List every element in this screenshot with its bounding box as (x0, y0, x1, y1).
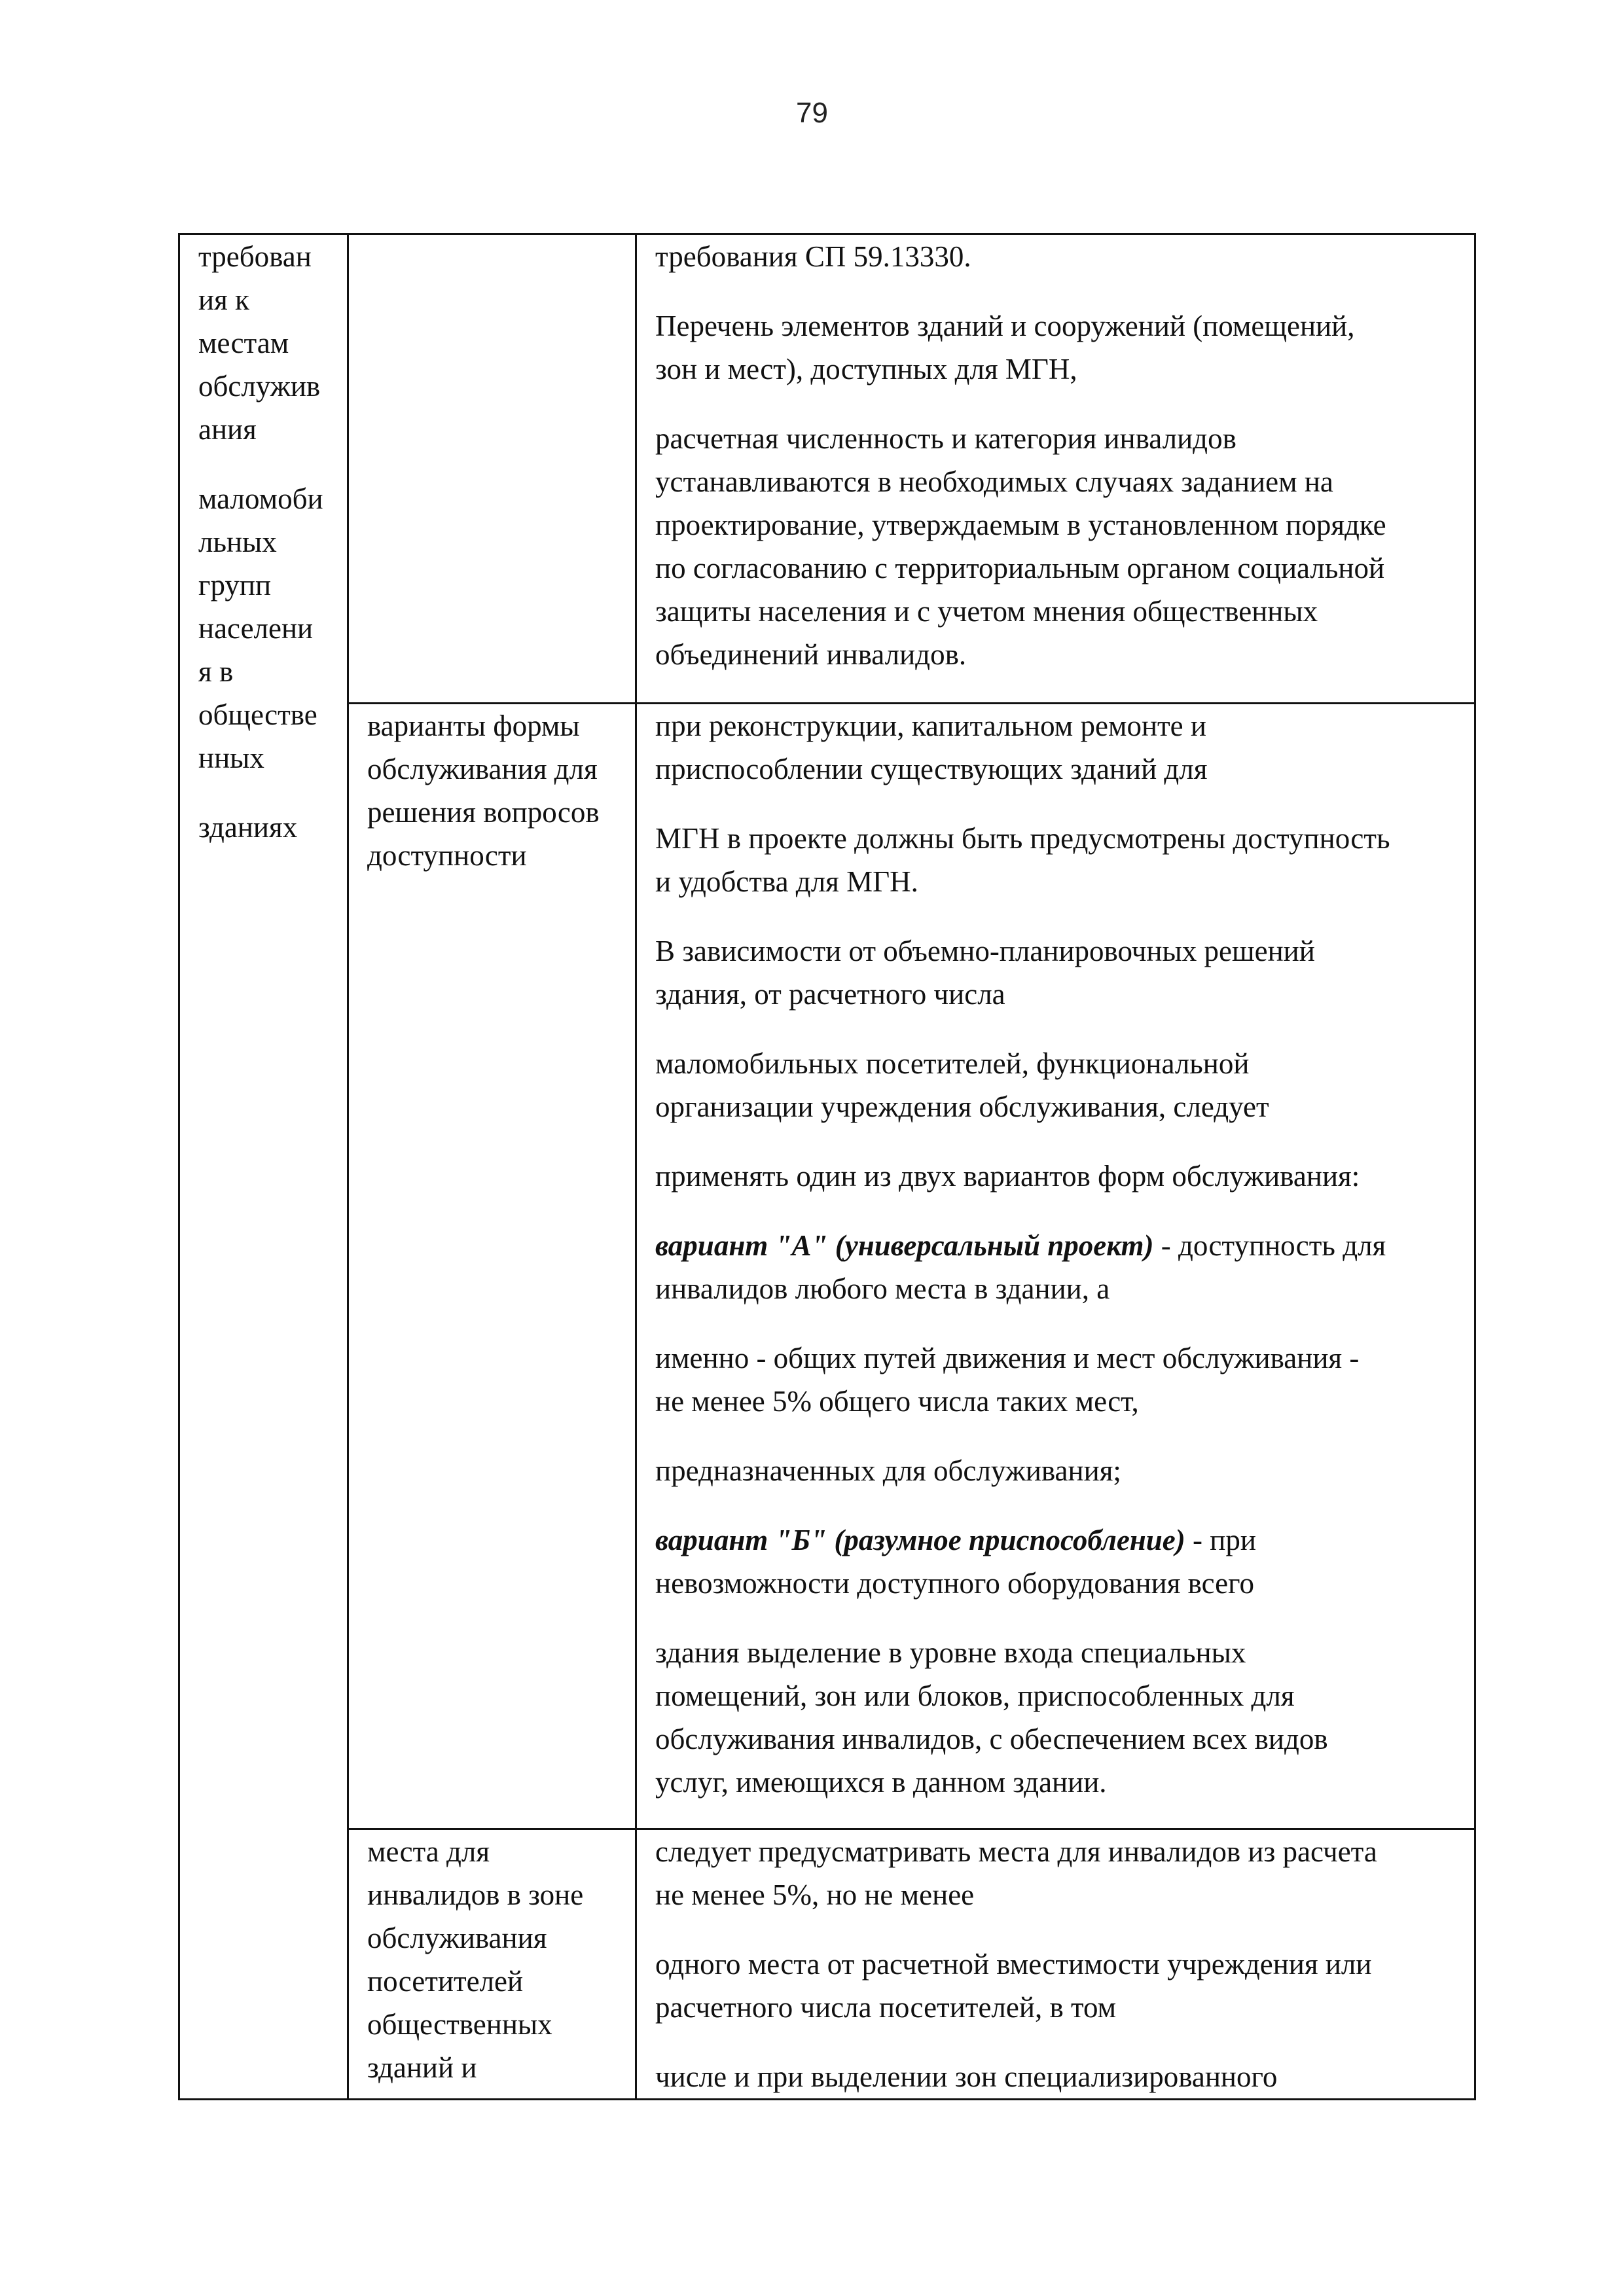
table-row (179, 704, 1475, 1829)
requirements-table (178, 233, 1476, 2100)
table-row (179, 234, 1475, 704)
paragraph: В зависимости от объемно-планировочных решений здания, от расчетного числа (655, 935, 1315, 1011)
paragraph: при реконструкции, капитальном ремонте и приспособлении существующих зданий для (655, 709, 1208, 785)
paragraph: МГН в проекте должны быть предусмотрены доступность и удобства для МГН. (655, 822, 1390, 898)
variant-a-title: вариант "А" (универсальный проект) (655, 1229, 1154, 1262)
paragraph: предназначенных для обслуживания; (655, 1454, 1121, 1487)
paragraph: требования СП 59.13330. (655, 240, 971, 273)
page-number: 79 (796, 97, 828, 129)
section-title-part2: маломоби льных групп населени я в обществе нных (198, 482, 323, 774)
section-title-cell (179, 234, 348, 2100)
paragraph: расчетная численность и категория инвалидов устанавливаются в необходимых случаях заданием на проектирование, утверждаемым в установленном порядке по согласованию с территориальным органом социальной защиты населения и с учетом мнения общественных объединений инвалидов. (655, 422, 1386, 671)
paragraph: числе и при выделении зон специализированного (655, 2060, 1278, 2093)
content-cell (636, 1829, 1475, 2100)
empty-label-cell (348, 234, 636, 704)
paragraph: одного места от расчетной вместимости учреждения или расчетного числа посетителей, в том (655, 1948, 1372, 2024)
paragraph: Перечень элементов зданий и сооружений (помещений, зон и мест), доступных для МГН, (655, 310, 1355, 386)
row-label-cell (348, 704, 636, 1829)
row-label: места для инвалидов в зоне обслуживания посетителей общественных зданий и (367, 1835, 584, 2084)
table-row (179, 1829, 1475, 2100)
row-label: варианты формы обслуживания для решения вопросов доступности (367, 709, 600, 872)
row-label-cell (348, 1829, 636, 2100)
paragraph: следует предусматривать места для инвалидов из расчета не менее 5%, но не менее (655, 1835, 1377, 1911)
content-cell (636, 704, 1475, 1829)
paragraph: именно - общих путей движения и мест обслуживания - не менее 5% общего числа таких мест, (655, 1342, 1360, 1418)
variant-b-paragraph: вариант "Б" (разумное приспособление) - при невозможности доступного оборудования всего (655, 1524, 1256, 1600)
section-title-part3: зданиях (198, 811, 298, 844)
paragraph: применять один из двух вариантов форм обслуживания: (655, 1160, 1360, 1193)
variant-a-paragraph: вариант "А" (универсальный проект) - доступность для инвалидов любого места в здании, а (655, 1229, 1386, 1305)
section-title-part1: требован ия к местам обслужив ания (198, 240, 321, 446)
paragraph: здания выделение в уровне входа специальных помещений, зон или блоков, приспособленных для обслуживания инвалидов, с обеспечением всех видов услуг, имеющихся в данном здании. (655, 1636, 1328, 1799)
variant-b-title: вариант "Б" (разумное приспособление) (655, 1524, 1185, 1556)
paragraph: маломобильных посетителей, функциональной организации учреждения обслуживания, следует (655, 1047, 1269, 1123)
content-cell (636, 234, 1475, 704)
